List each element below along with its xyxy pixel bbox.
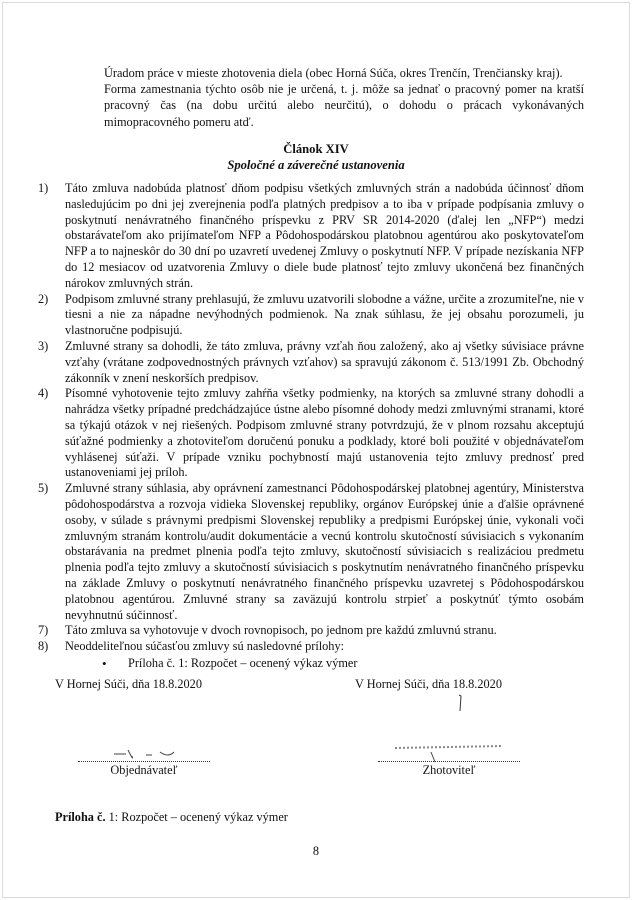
item-number: 4) [38, 386, 49, 401]
item-text: Neoddeliteľnou súčasťou zmluvy sú nasledovné prílohy: [65, 639, 345, 654]
article-subtitle: Spoločné a záverečné ustanovenia [227, 158, 405, 172]
item-number: 8) [38, 639, 49, 654]
item-number: 1) [38, 181, 49, 195]
attachment-text: Príloha č. 1: Rozpočet – ocenený výkaz výmer [128, 655, 358, 670]
article-title: Článok XIV [283, 142, 349, 156]
item-number: 5) [38, 481, 49, 496]
place-date-right: V Hornej Súči, dňa 18.8.2020 [355, 677, 502, 691]
list-item [38, 181, 584, 292]
item-text: Táto zmluva sa vyhotovuje v dvoch rovnopisoch, po jednom pre každú zmluvnú stranu. [65, 623, 497, 638]
attachment-bullet [102, 656, 584, 672]
intro-paragraph [104, 65, 584, 130]
handwritten-mark [450, 693, 470, 715]
list-item [38, 639, 584, 655]
item-text: Písomné vyhotovenie tejto zmluvy zahŕňa všetky podmienky, na ktorých sa zmluvné strany dohodli a nahrádza všetky prípadné predchádzajúce ústne alebo písomné dohody medzi zmluvnými stranami, ktoré sa týkajú otázok v nej riešených. Podpisom zmluvné strany potvrdzujú, že v plnom rozsahu akceptujú súťažné podmienky a zhotoviteľom doručenú ponuku a podklady, ktoré boli použité v objednávateľom vyhlásenej súťaži. V prípade vzniku pochybností majú ustanovenia tejto zmluvy prednosť pred ustanoveniami jej príloh. [65, 386, 584, 480]
page-number: 8 [312, 844, 320, 858]
item-number: 3) [38, 338, 49, 353]
provisions-list [38, 181, 584, 672]
item-number: 7) [38, 623, 49, 638]
signature-label-left: Objednávateľ [110, 763, 178, 777]
annex-label: Príloha č. [55, 810, 106, 824]
intro-line: Úradom práce v mieste zhotovenia diela (obec Horná Súča, okres Trenčín, Trenčiansky kraj). [104, 66, 563, 80]
intro-employment-form: Forma zamestnania týchto osôb nie je určená, t. j. môže sa jednať o pracovný pomer na kratší pracovný čas (na dobu určitú alebo neurčitú), o dohodu o prácach vykonávaných mimopracovného pomeru atď. [104, 82, 584, 129]
list-item [38, 481, 584, 623]
signature-mark-left [112, 742, 182, 762]
list-item [38, 339, 584, 386]
list-item [38, 386, 584, 481]
place-date-left: V Hornej Súči, dňa 18.8.2020 [55, 677, 202, 691]
item-text: Zmluvné strany súhlasia, aby oprávnení zamestnanci Pôdohospodárskej platobnej agentúry, Ministerstva pôdohospodárstva a rozvoja vidieka Slovenskej republiky, orgánov Európskej únie a ďalšie oprávnené osoby, v súlade s právnymi predpismi Slovenskej republiky a predpismi Európskej únie, vykonali voči zmluvným stranám kontrolu/audit dokumentácie a vecnú kontrolu skutočností súvisiacich s vykonaním obstarávania na predmet plnenia podľa tejto zmluvy, skutočností súvisiacich s realizáciou predmetu plnenia podľa tejto zmluvy a skutočností súvisiacich s poskytnutím nenávratného finančného príspevku na základe Zmluvy o poskytnutí nenávratného finančného príspevku uzavretej s Pôdohospodárskou platobnou agentúrou. Zmluvné strany sa zaväzujú kontrolu strpieť a poskytnúť týmto osobám nevyhnutnú súčinnosť. [65, 481, 584, 622]
list-item [38, 623, 584, 639]
item-text: Táto zmluva nadobúda platnosť dňom podpisu všetkých zmluvných strán a nadobúda účinnosť dňom nasledujúcim po dni jej zverejnenia podľa platných predpisov a to iba v prípade podpísania zmluvy o poskytnutí nenávratného finančného príspevku z PRV SR 2014-2020 (ďalej len „NFP“) medzi obstarávateľom ako prijímateľom NFP a Pôdohospodárskou platobnou agentúrou ako poskytovateľom NFP a to najneskôr do 30 dní po uzavretí uvedenej Zmluvy o poskytnutí NFP. V prípade nezískania NFP do 12 mesiacov od uzatvorenia Zmluvy o diele bude platnosť tejto zmluvy ukončená bez finančných nárokov zmluvných strán. [65, 181, 584, 290]
item-text: Zmluvné strany sa dohodli, že táto zmluva, právny vzťah ňou založený, ako aj všetky súvisiace právne vzťahy (vrátane zodpovednostných právnych vzťahov) sa spravujú zákonom č. 513/1991 Zb. Obchodný zákonník v znení neskorších predpisov. [65, 338, 584, 385]
annex-text: 1: Rozpočet – ocenený výkaz výmer [105, 810, 288, 824]
signature-label-right: Zhotoviteľ [422, 763, 476, 777]
list-item [38, 292, 584, 339]
item-text: Podpisom zmluvné strany prehlasujú, že zmluvu uzatvorili slobodne a vážne, určite a zrozumiteľne, nie v tiesni a nie za nápadne nevýhodných podmienok. Na znak súhlasu, že jej obsahu porozumeli, ju vlastnoručne podpisujú. [65, 291, 584, 338]
bullet-icon: • [102, 655, 107, 671]
annex-note [55, 810, 288, 825]
item-number: 2) [38, 291, 49, 306]
article-heading [0, 141, 632, 173]
